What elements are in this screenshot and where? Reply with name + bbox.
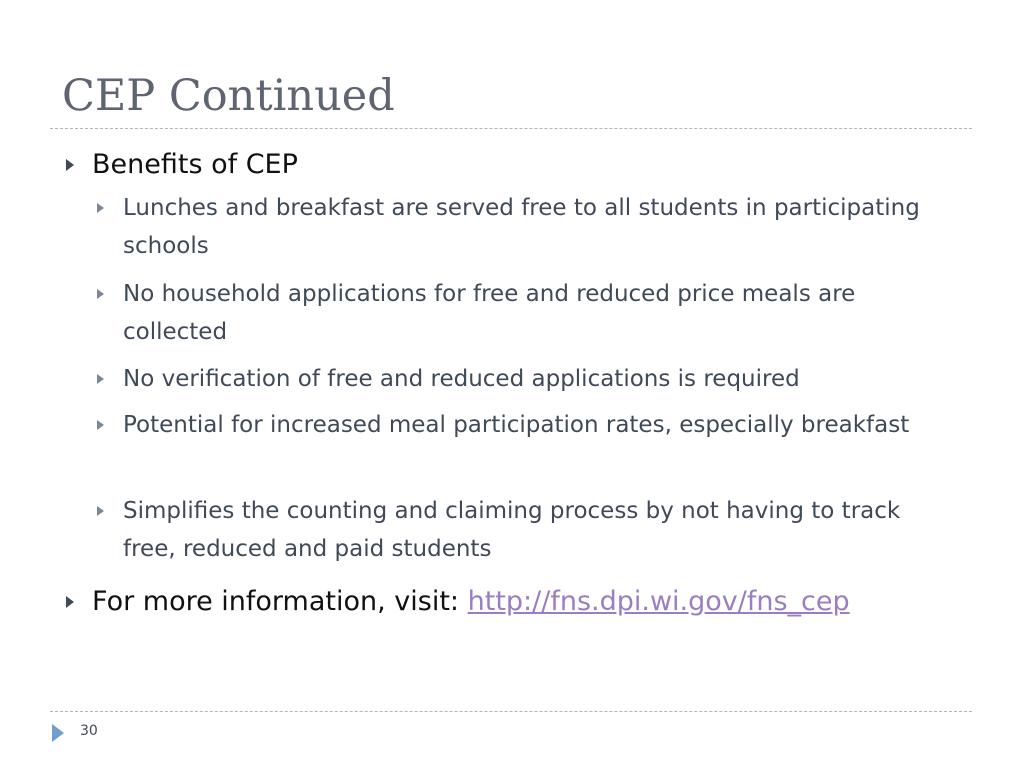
benefit-item-3: No verification of free and reduced applications is required	[123, 366, 800, 392]
footer-arrow-icon	[52, 724, 64, 742]
page-number: 30	[80, 723, 98, 739]
benefit-item-1: Lunches and breakfast are served free to all students in participating schools	[123, 195, 920, 259]
more-info-line	[92, 585, 850, 619]
sub-bullet-triangle-icon	[97, 374, 104, 384]
fns-cep-link[interactable]: http://fns.dpi.wi.gov/fns_cep	[467, 586, 850, 617]
footer-divider	[50, 711, 972, 712]
bullet-triangle-icon	[66, 159, 74, 171]
more-info-label: For more information, visit:	[92, 586, 460, 617]
sub-bullet-triangle-icon	[97, 289, 104, 299]
benefit-item-5: Simplifies the counting and claiming process by not having to track free, reduced and paid students	[123, 498, 901, 562]
sub-bullet-triangle-icon	[97, 506, 104, 516]
sub-bullet-triangle-icon	[97, 203, 104, 213]
sub-bullet-triangle-icon	[97, 420, 104, 430]
benefits-heading: Benefits of CEP	[92, 149, 298, 180]
benefit-item-4: Potential for increased meal participation rates, especially breakfast	[123, 412, 910, 438]
slide-title: CEP Continued	[62, 71, 395, 121]
bullet-triangle-icon	[66, 596, 74, 608]
title-divider	[50, 128, 972, 129]
benefit-item-2: No household applications for free and reduced price meals are collected	[123, 281, 856, 345]
